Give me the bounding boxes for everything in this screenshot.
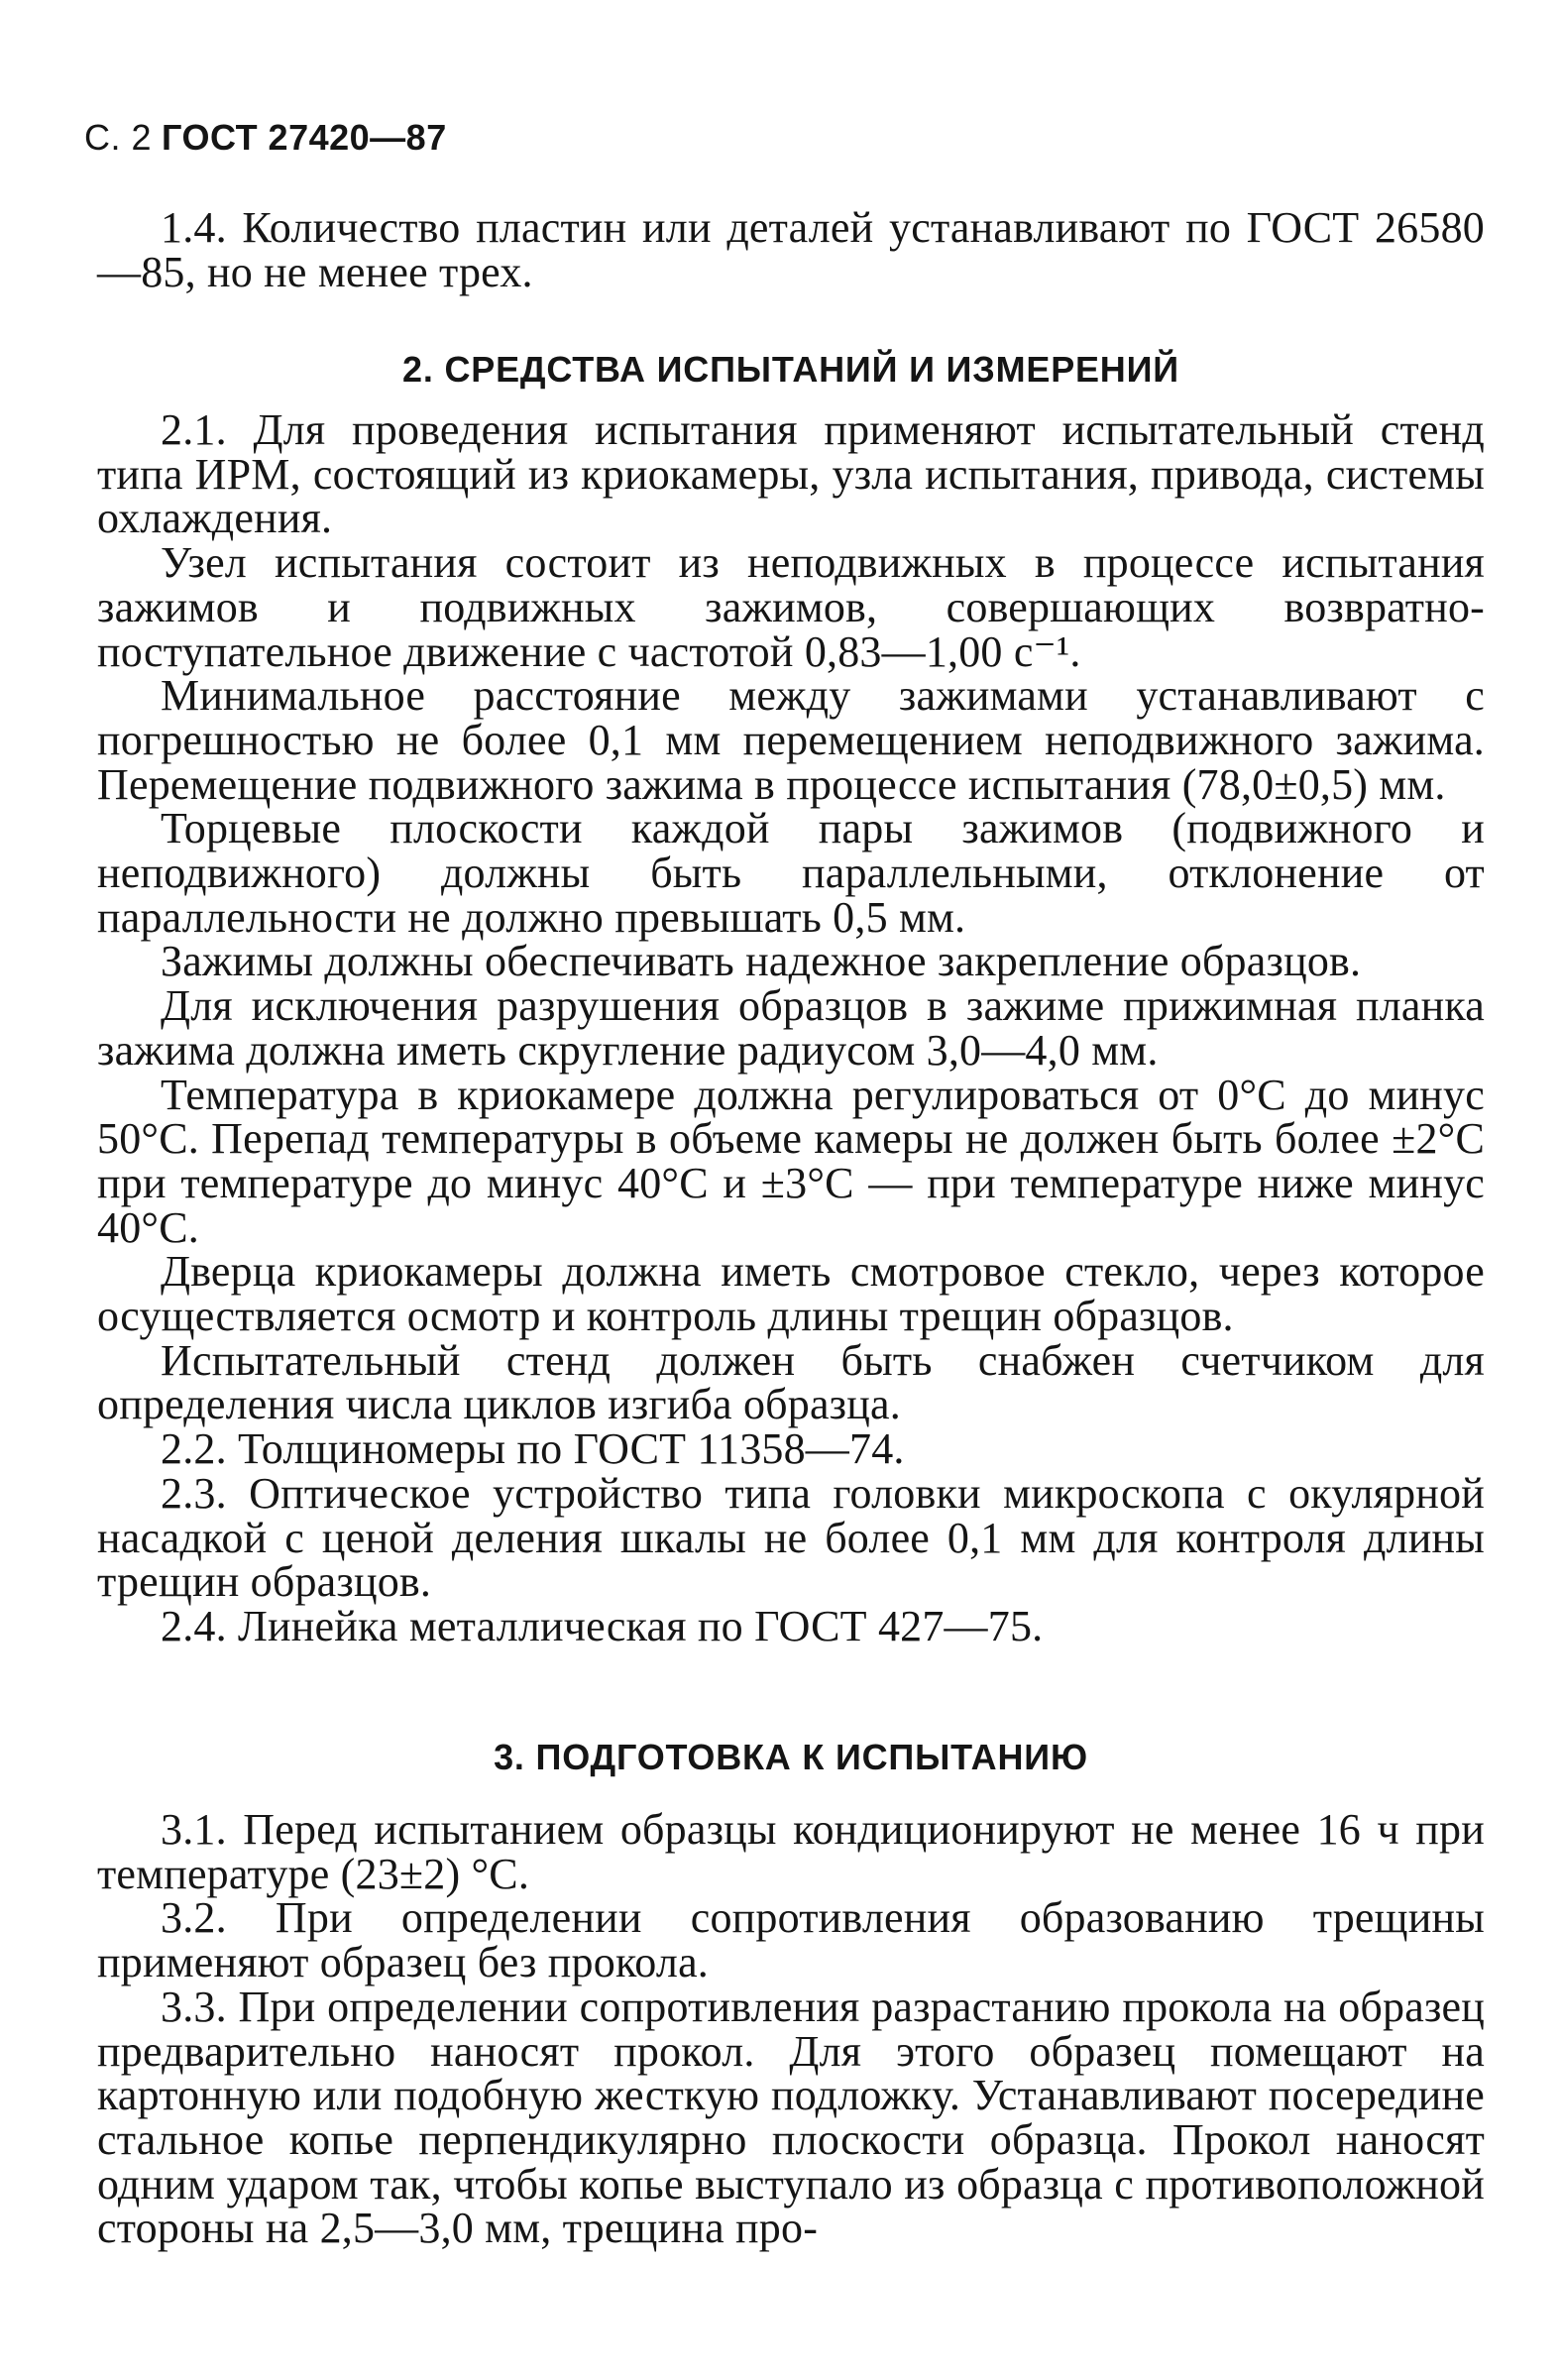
paragraph: 2.3. Оптическое устройство типа головки микроскопа с окулярной насадкой с ценой деления шкалы не более 0,1 мм для контроля длины трещин образцов.	[97, 1468, 1485, 1607]
section-2-body	[97, 405, 1485, 1650]
paragraph: 2.1. Для проведения испытания применяют испытательный стенд типа ИРМ, состоящий из криокамеры, узла испытания, привода, системы охлаждения.	[97, 405, 1485, 543]
section-3-heading: 3. ПОДГОТОВКА К ИСПЫТАНИЮ	[494, 1737, 1088, 1777]
paragraph: Торцевые плоскости каждой пары зажимов (подвижного и неподвижного) должны быть параллельными, отклонение от параллельности не должно превышать 0,5 мм.	[97, 804, 1485, 942]
paragraph: 3.2. При определении сопротивления образованию трещины применяют образец без прокола.	[97, 1893, 1485, 1987]
paragraph: Дверца криокамеры должна иметь смотровое стекло, через которое осуществляется осмотр и контроль длины трещин образцов.	[97, 1247, 1485, 1341]
paragraph: 2.4. Линейка металлическая по ГОСТ 427—75.	[161, 1601, 1044, 1650]
paragraph: Для исключения разрушения образцов в зажиме прижимная планка зажима должна иметь скругление радиусом 3,0—4,0 мм.	[97, 981, 1485, 1075]
paragraph: Температура в криокамере должна регулироваться от 0°С до минус 50°С. Перепад температуры в объеме камеры не должен быть более ±2°С при температуре до минус 40°С и ±3°С — при температуре ниже минус 40°С.	[97, 1070, 1485, 1252]
section-3-body	[97, 1805, 1485, 2253]
paragraph: 1.4. Количество пластин или деталей устанавливают по ГОСТ 26580—85, но не менее трех.	[97, 203, 1485, 296]
paragraph: Минимальное расстояние между зажимами устанавливают с погрешностью не более 0,1 мм перемещением неподвижного зажима. Перемещение подвижного зажима в процессе испытания (78,0±0,5) мм.	[97, 671, 1485, 809]
paragraph: 3.1. Перед испытанием образцы кондиционируют не менее 16 ч при температуре (23±2) °С.	[97, 1805, 1485, 1898]
paragraph: Узел испытания состоит из неподвижных в процессе испытания зажимов и подвижных зажимов, совершающих возвратно-поступательное движение с частотой 0,83—1,00 с⁻¹.	[97, 538, 1485, 676]
paragraph: 2.2. Толщиномеры по ГОСТ 11358—74.	[161, 1424, 905, 1474]
section-2-heading: 2. СРЕДСТВА ИСПЫТАНИЙ И ИЗМЕРЕНИЙ	[402, 349, 1179, 390]
page-label: С. 2	[84, 117, 153, 158]
running-header	[84, 117, 447, 159]
paragraph: Испытательный стенд должен быть снабжен счетчиком для определения числа циклов изгиба образца.	[97, 1335, 1485, 1429]
paragraph: Зажимы должны обеспечивать надежное закрепление образцов.	[161, 937, 1362, 986]
paragraph: 3.3. При определении сопротивления разрастанию прокола на образец предварительно наносят прокол. Для этого образец помещают на картонную или подобную жесткую подложку. Устанавливают посередине стальное копье перпендикулярно плоскости образца. Прокол наносят одним ударом так, чтобы копье выступало из образца с противоположной стороны на 2,5—3,0 мм, трещина про-	[97, 1982, 1485, 2253]
clause-1-4-block	[97, 203, 1485, 296]
document-code: ГОСТ 27420—87	[162, 117, 447, 158]
